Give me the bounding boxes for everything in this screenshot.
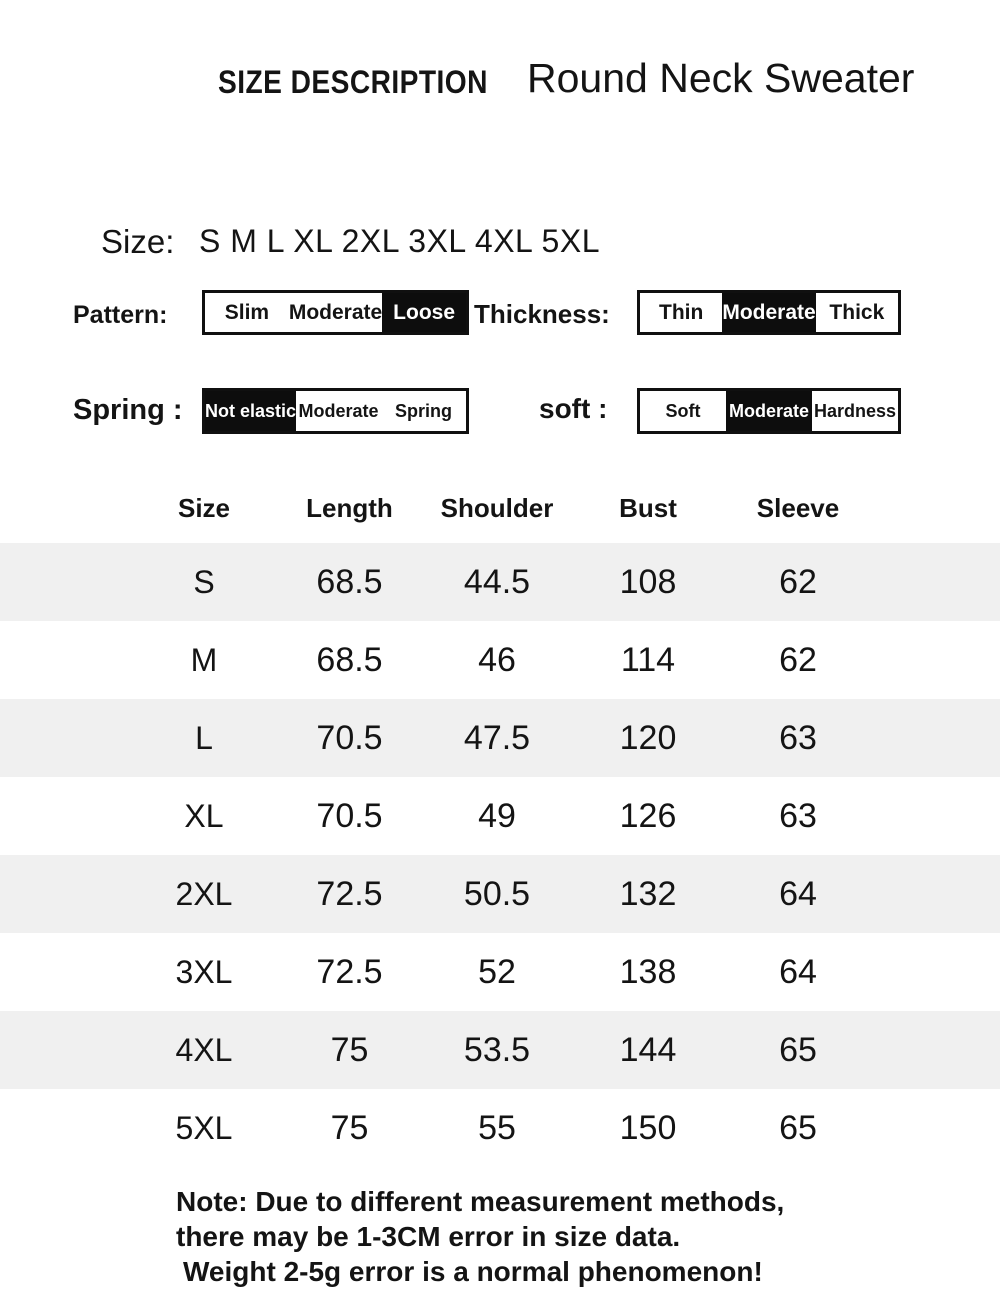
cell-bust: 120 xyxy=(619,718,677,757)
cell-shoulder: 44.5 xyxy=(463,562,531,601)
size-list-values: S M L XL 2XL 3XL 4XL 5XL xyxy=(199,223,600,259)
size-table xyxy=(0,543,1000,1167)
cell-size: 3XL xyxy=(175,953,233,990)
cell-size: S xyxy=(193,563,215,600)
thickness-label: Thickness: xyxy=(474,299,610,329)
option-moderate-soft[interactable]: Moderate xyxy=(726,391,812,431)
note-line-1: Note: Due to different measurement methods, xyxy=(176,1186,785,1217)
table-row-s xyxy=(0,543,1000,621)
cell-shoulder: 53.5 xyxy=(463,1030,531,1069)
option-soft[interactable]: Soft xyxy=(665,400,701,421)
cell-sleeve: 62 xyxy=(779,562,817,601)
cell-sleeve: 64 xyxy=(779,874,817,913)
cell-sleeve: 63 xyxy=(779,718,817,757)
cell-size: 5XL xyxy=(175,1109,233,1146)
table-row-3xl xyxy=(0,933,1000,1011)
cell-size: XL xyxy=(184,797,224,834)
note-line-2: there may be 1-3CM error in size data. xyxy=(176,1221,681,1252)
soft-label: soft : xyxy=(539,393,608,424)
soft-selector xyxy=(637,388,901,434)
option-moderate-spring[interactable]: Moderate xyxy=(298,400,379,421)
table-row-2xl xyxy=(0,855,1000,933)
header-bust: Bust xyxy=(619,492,677,523)
header-shoulder: Shoulder xyxy=(440,492,554,523)
header-length: Length xyxy=(306,492,393,523)
cell-length: 72.5 xyxy=(316,952,383,991)
table-row-l xyxy=(0,699,1000,777)
cell-sleeve: 63 xyxy=(779,796,817,835)
cell-length: 68.5 xyxy=(316,562,383,601)
pattern-selector xyxy=(202,290,469,335)
cell-sleeve: 65 xyxy=(779,1108,817,1147)
cell-bust: 150 xyxy=(619,1108,677,1147)
size-list-label: Size: xyxy=(101,223,175,260)
header-size: Size xyxy=(177,492,231,523)
spring-selector xyxy=(202,388,469,434)
option-thick[interactable]: Thick xyxy=(829,300,885,324)
cell-length: 68.5 xyxy=(316,640,383,679)
cell-size: L xyxy=(195,719,213,756)
cell-bust: 132 xyxy=(619,874,677,913)
cell-length: 72.5 xyxy=(316,874,383,913)
cell-size: M xyxy=(190,641,218,678)
table-row-4xl xyxy=(0,1011,1000,1089)
cell-shoulder: 47.5 xyxy=(463,718,531,757)
option-moderate-pattern[interactable]: Moderate xyxy=(288,300,383,324)
cell-shoulder: 50.5 xyxy=(463,874,531,913)
cell-bust: 144 xyxy=(619,1030,677,1069)
cell-length: 70.5 xyxy=(316,718,383,757)
option-hardness[interactable]: Hardness xyxy=(813,400,897,421)
spring-label: Spring : xyxy=(73,394,183,426)
cell-size: 4XL xyxy=(175,1031,233,1068)
pattern-label: Pattern: xyxy=(73,301,168,329)
option-loose[interactable]: Loose xyxy=(382,293,466,332)
cell-sleeve: 62 xyxy=(779,640,817,679)
table-row-m xyxy=(0,621,1000,699)
cell-shoulder: 55 xyxy=(478,1108,516,1147)
cell-bust: 108 xyxy=(619,562,677,601)
cell-length: 70.5 xyxy=(316,796,383,835)
option-moderate-thickness[interactable]: Moderate xyxy=(722,293,815,332)
thickness-selector xyxy=(637,290,901,335)
cell-shoulder: 46 xyxy=(478,640,516,679)
table-row-xl xyxy=(0,777,1000,855)
cell-bust: 138 xyxy=(619,952,677,991)
cell-bust: 114 xyxy=(620,640,676,679)
table-header xyxy=(0,480,1000,536)
cell-length: 75 xyxy=(330,1030,369,1069)
header-sleeve: Sleeve xyxy=(756,492,840,523)
cell-shoulder: 49 xyxy=(478,796,516,835)
size-description-title: SIZE DESCRIPTION xyxy=(218,64,488,100)
table-row-5xl xyxy=(0,1089,1000,1167)
option-thin[interactable]: Thin xyxy=(659,300,704,324)
product-name-title: Round Neck Sweater xyxy=(527,55,915,101)
cell-length: 75 xyxy=(330,1108,369,1147)
measurement-note xyxy=(176,1184,784,1289)
cell-bust: 126 xyxy=(619,796,677,835)
note-line-3: Weight 2-5g error is a normal phenomenon! xyxy=(183,1256,763,1287)
cell-sleeve: 65 xyxy=(779,1030,817,1069)
option-slim[interactable]: Slim xyxy=(224,300,270,324)
cell-sleeve: 64 xyxy=(779,952,817,991)
cell-size: 2XL xyxy=(175,875,233,912)
option-not-elastic[interactable]: Not elastic xyxy=(205,391,296,431)
cell-shoulder: 52 xyxy=(478,952,516,991)
option-spring[interactable]: Spring xyxy=(395,400,452,421)
